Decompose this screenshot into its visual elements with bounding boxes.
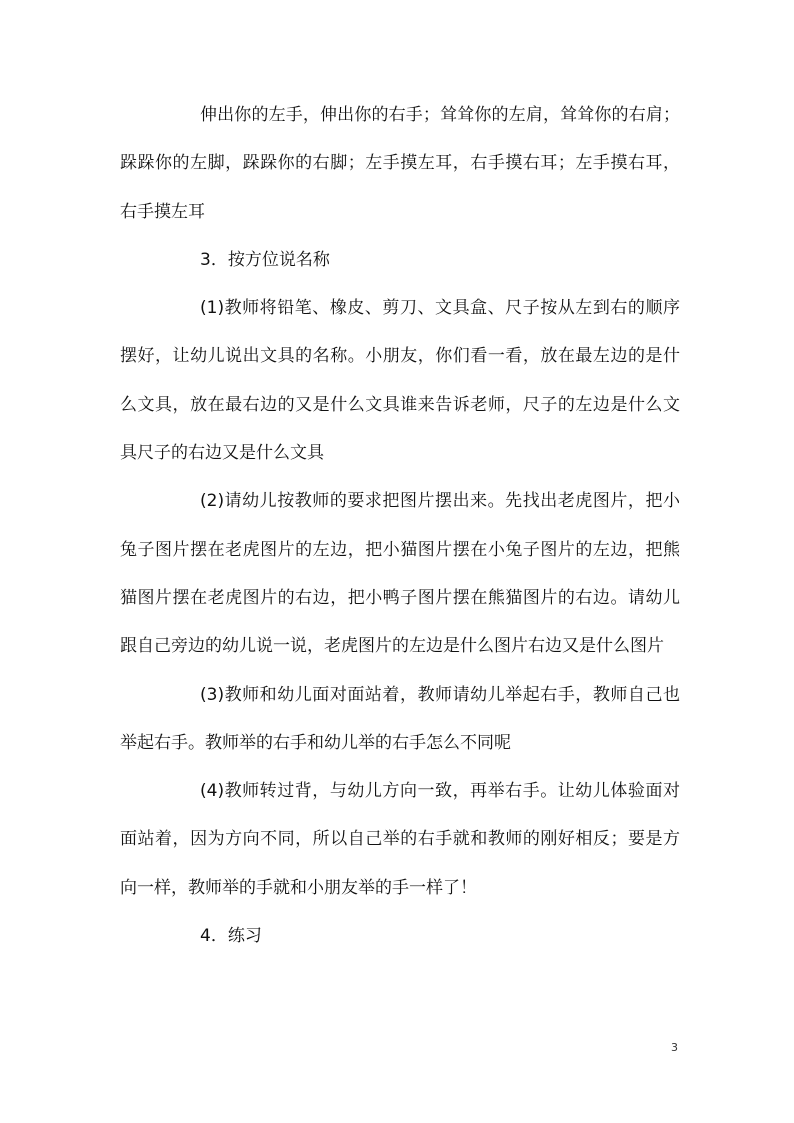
- section-heading-3: 3．按方位说名称: [200, 249, 330, 270]
- page-number: 3: [671, 1041, 678, 1054]
- paragraph-step-1: (1)教师将铅笔、橡皮、剪刀、文具盒、尺子按从左到右的顺序摆好，让幼儿说出文具的名称。小朋友，你们看一看，放在最左边的是什么文具，放在最右边的又是什么文具谁来告诉老师，尺子的左边是什么文具尺子的右边又是什么文具: [120, 298, 680, 464]
- paragraph-step-2: (2)请幼儿按教师的要求把图片摆出来。先找出老虎图片，把小兔子图片摆在老虎图片的左边，把小猫图片摆在小兔子图片的左边，把熊猫图片摆在老虎图片的右边，把小鸭子图片摆在熊猫图片的右边。请幼儿跟自己旁边的幼儿说一说，老虎图片的左边是什么图片右边又是什么图片: [120, 491, 680, 657]
- paragraph-step-4: (4)教师转过背，与幼儿方向一致，再举右手。让幼儿体验面对面站着，因为方向不同，所以自己举的右手就和教师的刚好相反；要是方向一样，教师举的手就和小朋友举的手一样了！: [120, 781, 680, 898]
- section-heading-4: 4．练习: [200, 926, 262, 947]
- paragraph-step-3: (3)教师和幼儿面对面站着，教师请幼儿举起右手，教师自己也举起右手。教师举的右手和幼儿举的右手怎么不同呢: [120, 684, 680, 753]
- document-body: [120, 91, 680, 960]
- paragraph-body-text: 伸出你的左手，伸出你的右手；耸耸你的左肩，耸耸你的右肩；跺跺你的左脚，跺跺你的右脚；左手摸左耳，右手摸右耳；左手摸右耳，右手摸左耳: [120, 105, 680, 222]
